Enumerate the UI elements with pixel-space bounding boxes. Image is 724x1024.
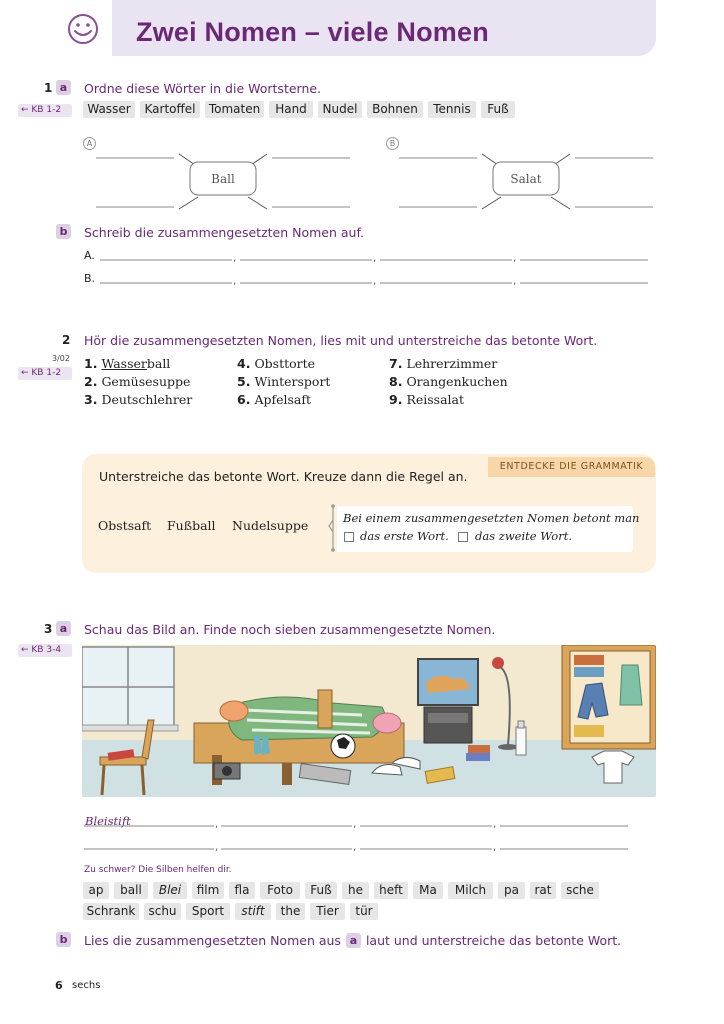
rule-bracket [327,502,339,554]
list-item: 7. Lehrerzimmer [389,356,498,371]
task-letter: b [56,932,71,947]
task-instruction: Hör die zusammengesetzten Nomen, lies mit und unterstreiche das betonte Wort. [84,333,598,348]
row-label: A. [84,249,95,262]
list-item: 8. Orangenkuchen [389,374,508,389]
list-item: 6. Apfelsaft [237,392,312,407]
word-chip: Wasser [83,101,135,118]
page-word: sechs [72,980,101,991]
svg-text:,: , [493,819,497,830]
syllable-chip: Schrank [83,903,139,920]
grammar-instruction: Unterstreiche das betonte Wort. Kreuze dann die Regel an. [99,469,468,484]
page-title: Zwei Nomen – viele Nomen [136,17,489,47]
underlined-word: Wasser [101,356,147,371]
grammar-rule: Bei einem zusammengesetzten Nomen betont man [343,511,640,525]
task-instruction: Schau das Bild an. Finde noch sieben zusammengesetzte Nomen. [84,622,496,637]
page-number: 6 [55,979,63,992]
syllable-chip: Blei [153,882,187,899]
syllable-chip: ap [83,882,109,899]
row-label: B. [84,272,96,285]
word-chip: Nudel [318,101,362,118]
task-letter: b [56,224,71,239]
syllable-chip: heft [374,882,408,899]
svg-text:,: , [215,842,219,853]
syllable-chip: film [192,882,224,899]
list-item: 9. Reissalat [389,392,464,407]
list-item: 1. Wasserball [84,356,171,371]
word-chip: Hand [269,101,313,118]
svg-text:,: , [233,253,237,264]
syllable-chip: Ma [413,882,443,899]
list-item: 3. Deutschlehrer [84,392,193,407]
rule-checkbox-2[interactable] [458,532,468,542]
star-letter-b: B [386,137,399,150]
word-chip: Kartoffel [140,101,200,118]
word-chip: Bohnen [367,101,423,118]
task-instruction: Schreib die zusammengesetzten Nomen auf. [84,225,364,240]
syllable-chip: Milch [448,882,493,899]
svg-text:,: , [513,276,517,287]
svg-text:,: , [373,276,377,287]
grammar-word: Obstsaft [98,518,152,533]
syllable-chip: Foto [260,882,300,899]
syllable-chip: Fuß [305,882,337,899]
task-letter: a [56,80,71,95]
task-letter-ref: a [346,933,361,948]
list-item: 5. Wintersport [237,374,331,389]
list-item: 4. Obsttorte [237,356,316,371]
syllable-chip: the [276,903,305,920]
smiley-box [56,0,110,56]
syllable-chip: pa [498,882,525,899]
svg-text:,: , [373,253,377,264]
task-number: 2 [62,333,71,347]
answer-lines-3a [82,815,634,855]
rule-checkbox-1[interactable] [344,532,354,542]
kb-reference: ← KB 1-2 [21,105,62,115]
word-chip: Fuß [481,101,515,118]
svg-text:,: , [493,842,497,853]
syllable-chip: Sport [186,903,230,920]
syllable-chip: sche [561,882,599,899]
svg-text:,: , [215,819,219,830]
kb-reference: ← KB 1-2 [21,368,62,378]
rule-option-1: das erste Wort. [360,529,449,543]
svg-text:,: , [353,819,357,830]
room-illustration [82,645,656,797]
audio-track: 3/02 [52,354,70,363]
syllable-chip: ball [114,882,148,899]
grammar-word: Fußball [167,518,216,533]
task-number: 3 [44,622,53,636]
task-letter: a [56,621,71,636]
rule-option-2: das zweite Wort. [475,529,572,543]
syllable-chip: stift [235,903,271,920]
task-instruction: Ordne diese Wörter in die Wortsterne. [84,81,322,96]
syllable-chip: he [342,882,369,899]
grammar-word: Nudelsuppe [232,518,309,533]
word-chip: Tomaten [205,101,264,118]
syllable-chip: Tier [310,903,345,920]
hint-text: Zu schwer? Die Silben helfen dir. [84,865,232,875]
word-chip: Tennis [428,101,476,118]
task-instruction: Lies die zusammengesetzten Nomen aus a laut und unterstreiche das betonte Wort. [84,933,622,948]
star-center-word: Salat [510,172,542,186]
svg-text:,: , [353,842,357,853]
example-answer: Bleistift [85,814,131,828]
list-item: 2. Gemüsesuppe [84,374,191,389]
svg-text:,: , [233,276,237,287]
task-number: 1 [44,81,53,95]
svg-text:,: , [513,253,517,264]
grammar-tag: ENTDECKE DIE GRAMMATIK [488,457,655,477]
answer-lines-1b [98,250,652,290]
smiley-icon [56,0,110,56]
syllable-chip: rat [530,882,556,899]
kb-reference: ← KB 3-4 [21,645,62,655]
star-center-word: Ball [211,172,235,186]
syllable-chip: tür [350,903,378,920]
syllable-chip: schu [144,903,181,920]
syllable-chip: fla [229,882,255,899]
star-letter-a: A [83,137,96,150]
